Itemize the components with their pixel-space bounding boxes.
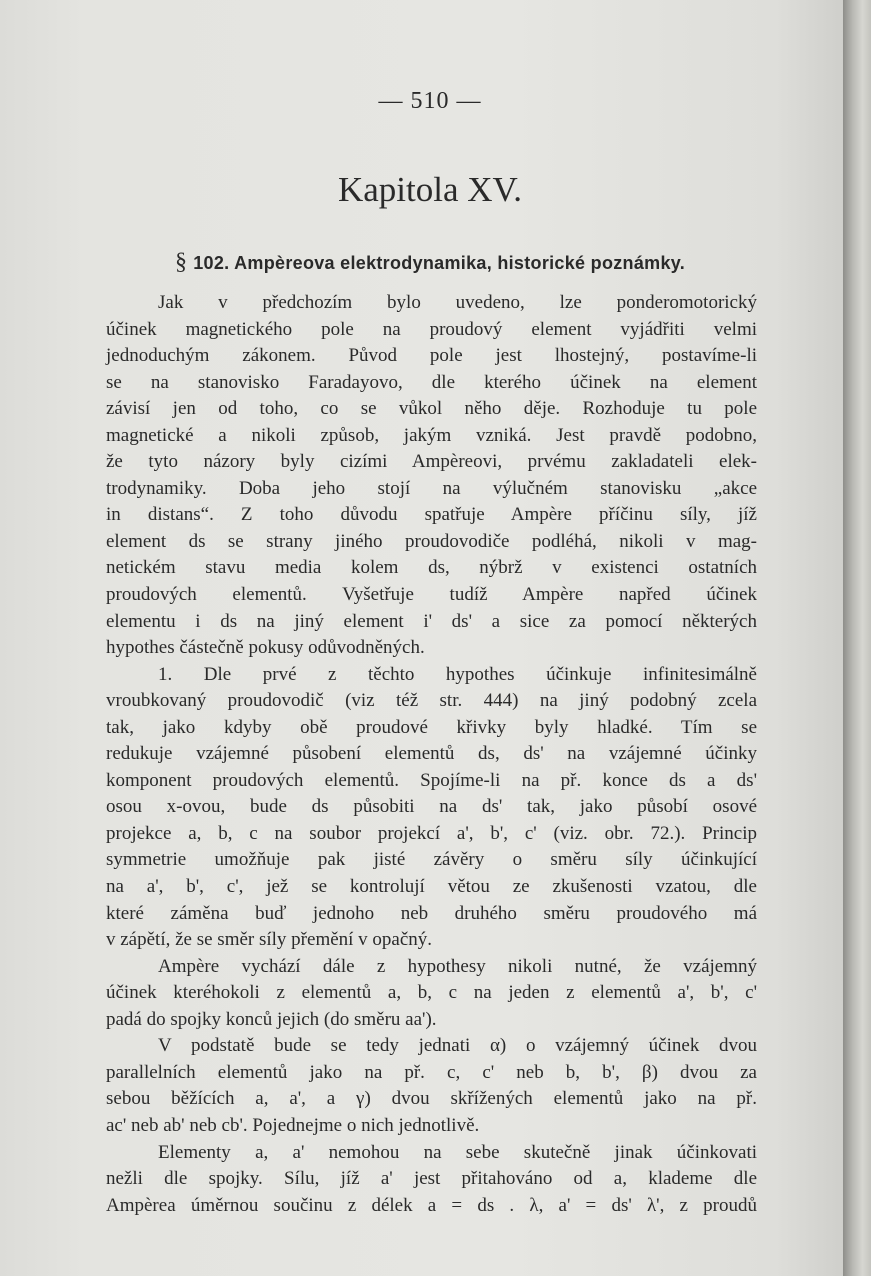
text-line: sebou běžících a, a', a γ) dvou skřížených elementů jako na př.: [106, 1088, 757, 1110]
page-number: — 510 —: [378, 88, 482, 114]
text-line: Elementy a, a' nemohou na sebe skutečně jinak účinkovati: [158, 1141, 757, 1163]
text-line: účinek magnetického pole na proudový element vyjádřiti velmi: [106, 318, 757, 340]
text-line: nežli dle spojky. Sílu, jíž a' jest přitahováno od a, klademe dle: [106, 1168, 757, 1190]
text-line: elementu i ds na jiný element i' ds' a sice za pomocí některých: [106, 610, 757, 632]
text-line: 1. Dle prvé z těchto hypothes účinkuje infinitesimálně: [158, 663, 757, 685]
text-line: se na stanovisko Faradayovo, dle kterého účinek na element: [106, 371, 757, 393]
text-line: jednoduchým zákonem. Původ pole jest lhostejný, postavíme-li: [106, 345, 757, 367]
text-line: parallelních elementů jako na př. c, c' neb b, b', β) dvou za: [106, 1061, 757, 1083]
text-line: závisí jen od toho, co se vůkol něho děje. Rozhoduje tu pole: [106, 398, 757, 420]
text-line: Ampèrea úměrnou součinu z délek a = ds . λ, a' = ds' λ', z proudů: [106, 1194, 757, 1216]
book-spine: [843, 0, 871, 1276]
text-line: padá do spojky konců jejich (do směru aa').: [106, 1008, 437, 1030]
text-line: projekce a, b, c na soubor projekcí a', b', c' (viz. obr. 72.). Princip: [106, 822, 757, 844]
text-line: magnetické a nikoli způsob, jakým vzniká. Jest pravdě podobno,: [106, 424, 757, 446]
text-line: komponent proudových elementů. Spojíme-li na př. konce ds a ds': [106, 769, 757, 791]
text-line: tak, jako kdyby obě proudové křivky byly hladké. Tím se: [106, 716, 757, 738]
text-line: účinek kteréhokoli z elementů a, b, c na jeden z elementů a', b', c': [106, 982, 757, 1004]
text-line: in distans“. Z toho důvodu spatřuje Ampère příčinu síly, jíž: [106, 504, 757, 526]
text-line: hypothes částečně pokusy odůvodněných.: [106, 637, 425, 659]
text-line: V podstatě bude se tedy jednati α) o vzájemný účinek dvou: [158, 1035, 757, 1057]
body-text: [106, 290, 757, 1219]
text-line: osou x-ovou, bude ds působiti na ds' tak, jako působí osové: [106, 796, 757, 818]
text-line: ac' neb ab' neb cb'. Pojednejme o nich jednotlivě.: [106, 1114, 480, 1136]
section-symbol: §: [174, 249, 188, 275]
text-line: redukuje vzájemné působení elementů ds, ds' na vzájemné účinky: [106, 743, 757, 765]
text-line: vroubkovaný proudovodič (viz též str. 444) na jiný podobný zcela: [106, 690, 757, 712]
text-line: symmetrie umožňuje pak jisté závěry o směru síly účinkující: [106, 849, 757, 871]
text-line: proudových elementů. Vyšetřuje tudíž Ampère napřed účinek: [106, 584, 757, 606]
section-title: 102. Ampèreova elektrodynamika, historické poznámky.: [193, 253, 686, 273]
text-line: Jak v předchozím bylo uvedeno, lze ponderomotorický: [158, 292, 757, 313]
text-line: trodynamiky. Doba jeho stojí na výlučném stanovisku „akce: [106, 477, 757, 499]
text-line: že tyto názory byly cizími Ampèreovi, prvému zakladateli elek-: [106, 451, 757, 473]
text-line: které záměna buď jednoho neb druhého směru proudového má: [106, 902, 757, 924]
text-line: Ampère vychází dále z hypothesy nikoli nutné, že vzájemný: [158, 955, 757, 977]
text-line: na a', b', c', jež se kontrolují větou ze zkušenosti vzatou, dle: [106, 876, 757, 898]
section-heading: [0, 249, 860, 276]
text-line: v zápětí, že se směr síly přemění v opačný.: [106, 929, 433, 951]
text-line: element ds se strany jiného proudovodiče podléhá, nikoli v mag-: [106, 530, 757, 552]
text-line: netickém stavu media kolem ds, nýbrž v existenci ostatních: [106, 557, 757, 579]
chapter-title: Kapitola XV.: [337, 170, 523, 209]
